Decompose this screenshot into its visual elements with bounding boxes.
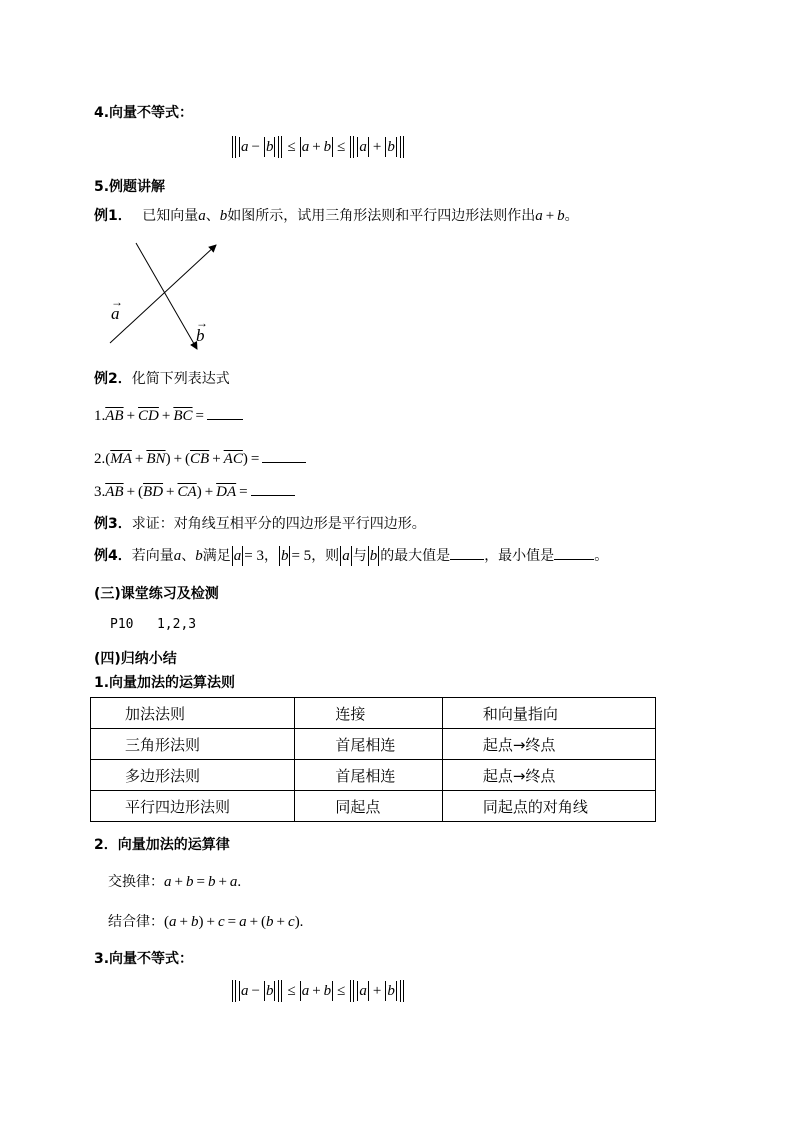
commutative-law: 交换律：a + b = b + a.	[108, 874, 242, 890]
table-row: 加法法则 连接 和向量指向	[91, 698, 656, 729]
example-1: 例1． 已知向量a、b如图所示，试用三角形法则和平行四边形法则作出a + b。	[94, 208, 579, 224]
section-title-inequality-2: 3.向量不等式：	[94, 951, 194, 967]
rules-title: 1.向量加法的运算法则	[94, 675, 236, 691]
vector-b-label: b	[196, 326, 205, 345]
example-2: 例2．化简下列表达式	[94, 371, 230, 387]
example-1-label: 例1．	[94, 208, 132, 224]
svg-text:→: →	[111, 295, 123, 309]
table-row: 平行四边形法则 同起点 同起点的对角线	[91, 791, 656, 822]
associative-law: 结合律：(a + b) + c = a + (b + c).	[108, 914, 304, 930]
expression-1: $1.\overline{AB} + \overline{CD} + \overline{BC}$ =	[94, 405, 243, 425]
addition-rules-table	[90, 697, 656, 822]
practice-content: P10 1,2,3	[110, 617, 197, 632]
vector-inequality-formula: a − b ≤ a + b ≤ a + b	[230, 136, 406, 158]
expression-2: $2.(\overline{MA} + \overline{BN}) + (\overline{CB} + \overline{AC})$ =	[94, 448, 306, 468]
vector-a-label: a	[111, 304, 120, 323]
section-title-inequality: 4.向量不等式：	[94, 105, 194, 121]
svg-text:→: →	[196, 316, 208, 330]
expression-3: $3.\overline{AB} + (\overline{BD} + \overline{CA}) + \overline{DA}$ =	[94, 481, 295, 501]
laws-title: 2．向量加法的运算律	[94, 837, 230, 853]
section-title-summary: (四)归纳小结	[94, 651, 177, 667]
vector-b-arrow	[136, 243, 197, 349]
example-3: 例3．求证：对角线互相平分的四边形是平行四边形。	[94, 516, 426, 532]
section-title-examples: 5.例题讲解	[94, 179, 166, 195]
table-row: 三角形法则 首尾相连 起点→终点	[91, 729, 656, 760]
vector-inequality-formula-2: a − b ≤ a + b ≤ a + b	[230, 980, 406, 1002]
example-4: 例4．若向量a、b满足 a = 3， b = 5，则 a 与 b 的最大值是 ，最小值是 。	[94, 545, 608, 566]
section-title-practice: (三)课堂练习及检测	[94, 586, 219, 602]
table-row: 多边形法则 首尾相连 起点→终点	[91, 760, 656, 791]
vector-figure	[100, 235, 230, 360]
